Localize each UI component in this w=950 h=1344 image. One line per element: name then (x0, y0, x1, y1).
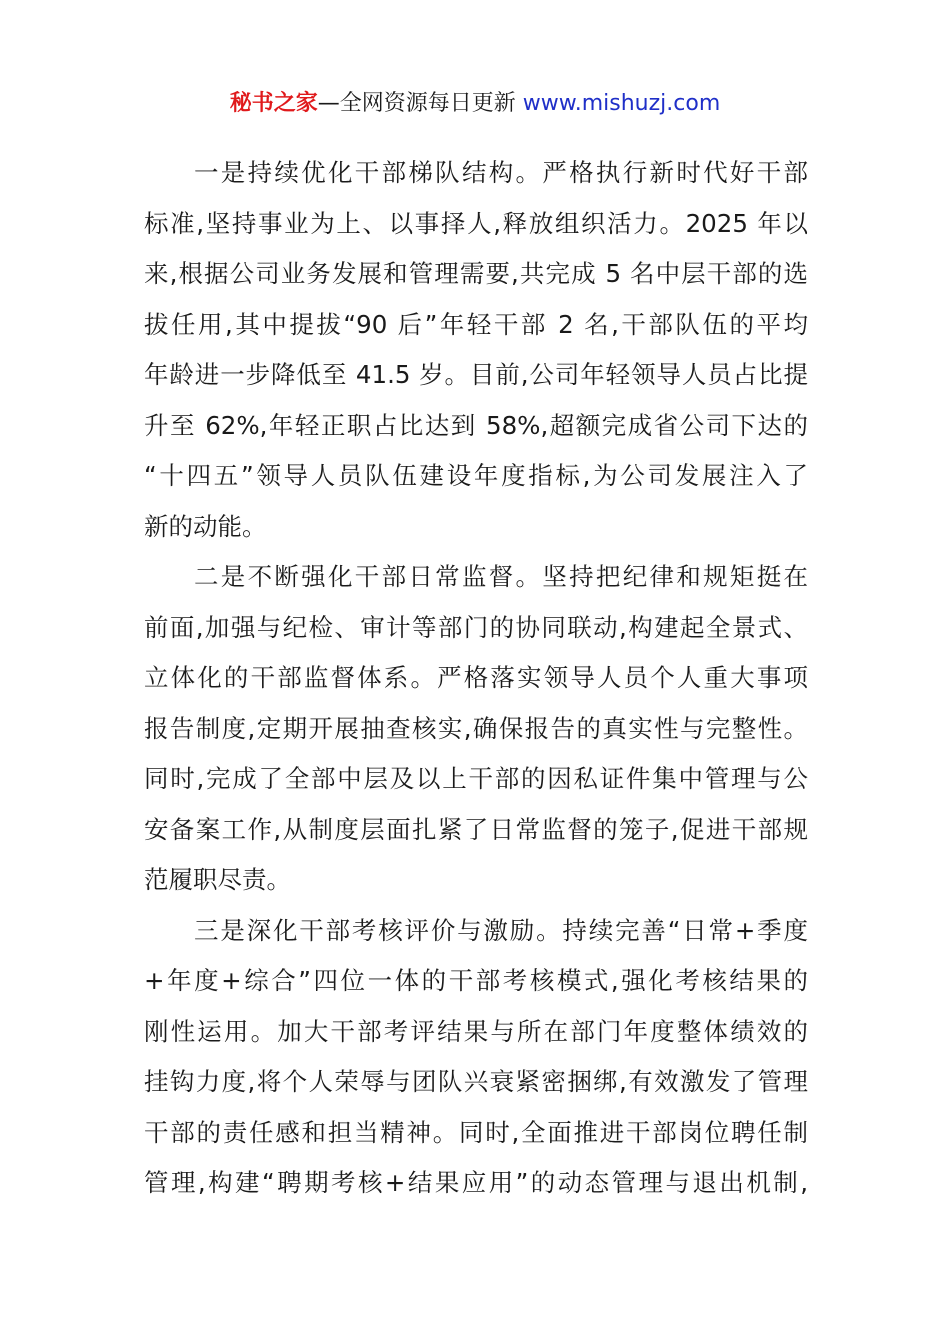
paragraph-cadre-supervision (144, 552, 808, 906)
brand-name: 秘书之家 (229, 91, 318, 116)
paragraph-line: 范履职尽责。 (144, 865, 291, 894)
paragraph-line: 管理,构建“聘期考核+结果应用”的动态管理与退出机制, (144, 1168, 808, 1197)
paragraph-cadre-structure (144, 148, 808, 552)
paragraph-line: 升至 62%,年轻正职占比达到 58%,超额完成省公司下达的 (144, 410, 808, 440)
paragraph-line: +年度+综合”四位一体的干部考核模式,强化考核结果的 (144, 966, 808, 995)
paragraph-line: 新的动能。 (144, 511, 267, 541)
paragraph-line: 前面,加强与纪检、审计等部门的协同联动,构建起全景式、 (144, 612, 808, 642)
site-url-link[interactable]: www.mishuzj.com (522, 91, 721, 116)
paragraph-line: “十四五”领导人员队伍建设年度指标,为公司发展注入了 (144, 461, 808, 490)
paragraph-line: 年龄进一步降低至 41.5 岁。目前,公司年轻领导人员占比提 (144, 360, 808, 389)
paragraph-cadre-assessment (144, 906, 808, 1209)
paragraph-line: 来,根据公司业务发展和管理需要,共完成 5 名中层干部的选 (144, 259, 808, 288)
paragraph-line: 立体化的干部监督体系。严格落实领导人员个人重大事项 (144, 663, 808, 692)
site-header (0, 86, 950, 122)
paragraph-line: 拔任用,其中提拔“90 后”年轻干部 2 名,干部队伍的平均 (144, 309, 808, 339)
header-tagline: —全网资源每日更新 (317, 91, 523, 116)
paragraph-line: 安备案工作,从制度层面扎紧了日常监督的笼子,促进干部规 (144, 814, 808, 844)
paragraph-line: 三是深化干部考核评价与激励。持续完善“日常+季度 (194, 915, 808, 945)
paragraph-line: 报告制度,定期开展抽查核实,确保报告的真实性与完整性。 (144, 713, 808, 743)
document-body (144, 148, 808, 1209)
paragraph-line: 一是持续优化干部梯队结构。严格执行新时代好干部 (194, 158, 808, 187)
paragraph-line: 标准,坚持事业为上、以事择人,释放组织活力。2025 年以 (144, 208, 808, 238)
paragraph-line: 同时,完成了全部中层及以上干部的因私证件集中管理与公 (144, 764, 808, 793)
paragraph-line: 干部的责任感和担当精神。同时,全面推进干部岗位聘任制 (144, 1117, 808, 1147)
paragraph-line: 挂钩力度,将个人荣辱与团队兴衰紧密捆绑,有效激发了管理 (144, 1067, 808, 1096)
paragraph-line: 二是不断强化干部日常监督。坚持把纪律和规矩挺在 (194, 562, 808, 591)
paragraph-line: 刚性运用。加大干部考评结果与所在部门年度整体绩效的 (144, 1016, 808, 1046)
